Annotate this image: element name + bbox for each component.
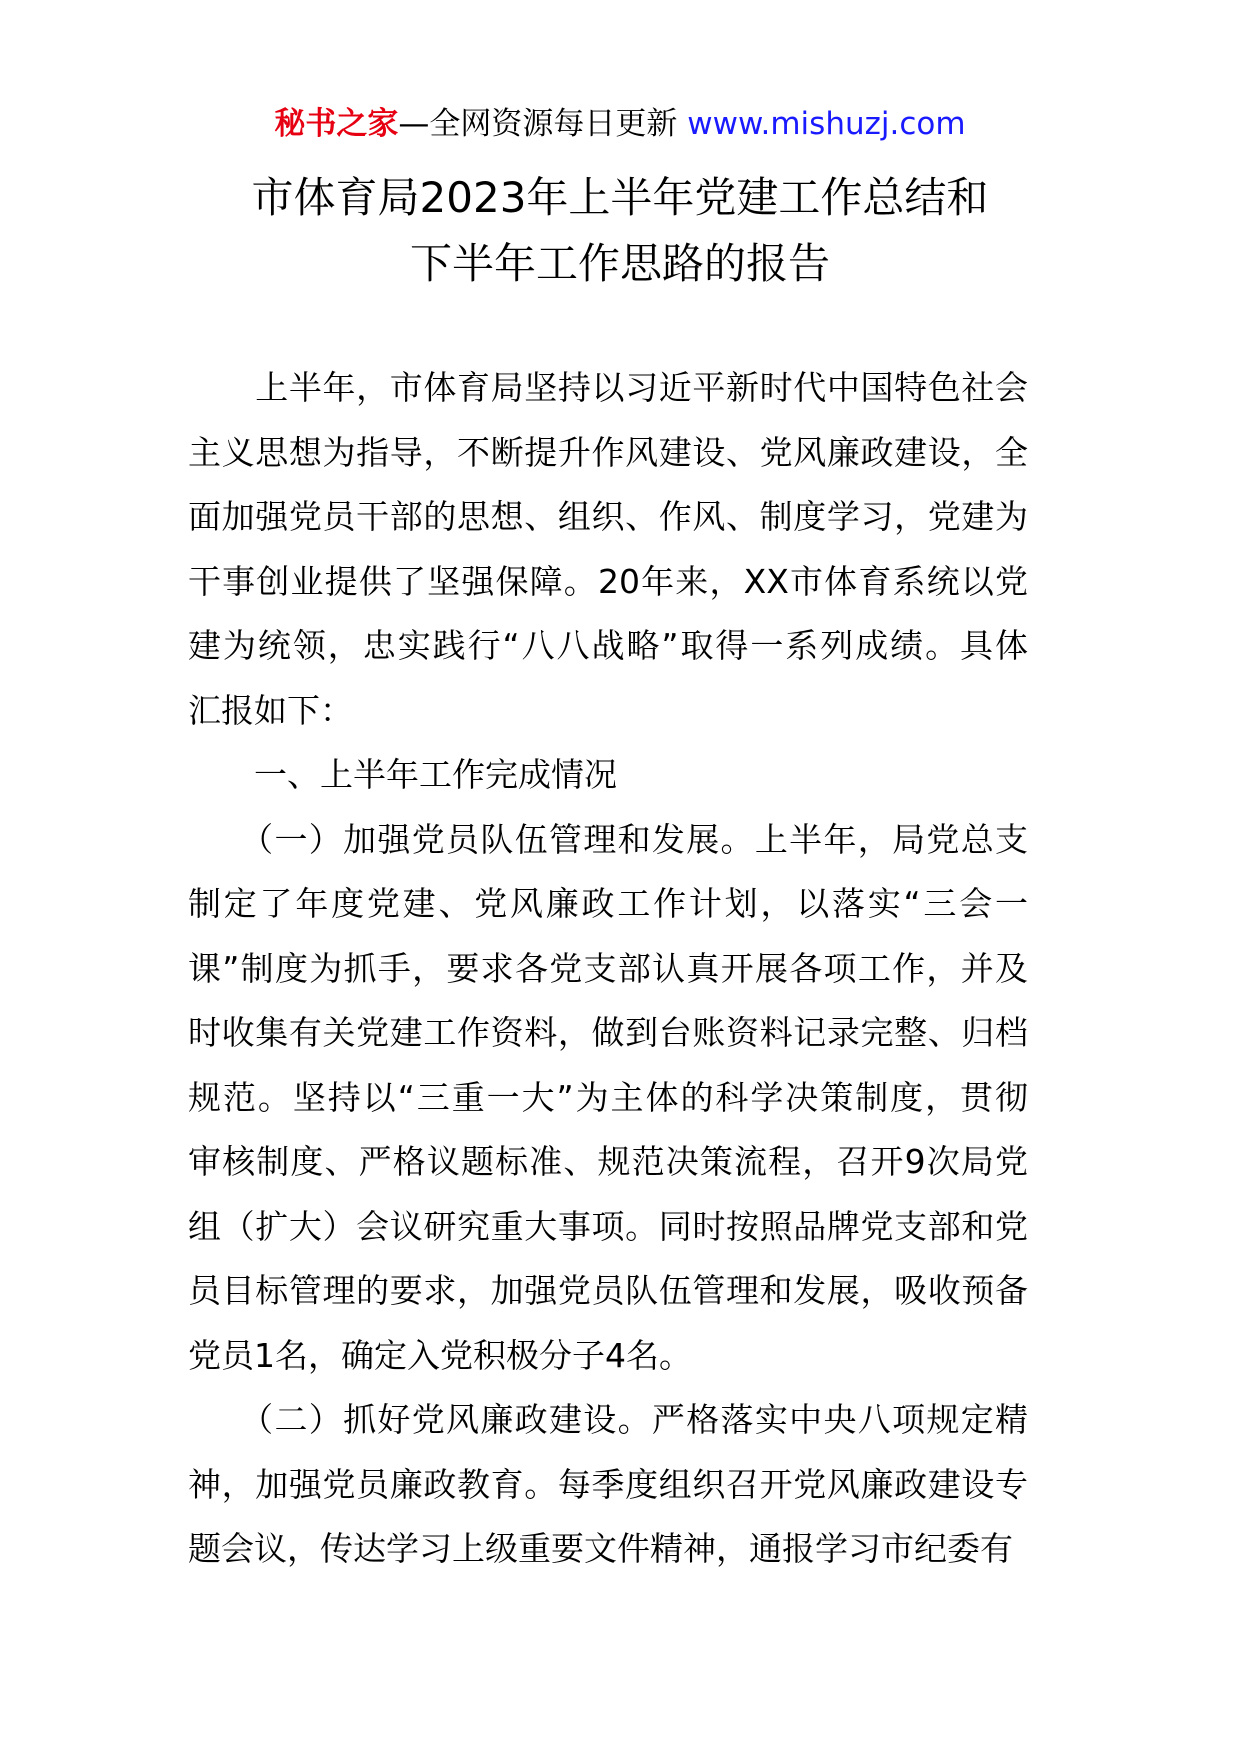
- body-text-line: 题会议，传达学习上级重要文件精神，通报学习市纪委有: [188, 1529, 1013, 1568]
- body-text-line: 规范。坚持以“三重一大”为主体的科学决策制度，贯彻: [188, 1077, 1028, 1117]
- body-text-line: 上半年，市体育局坚持以习近平新时代中国特色社会: [188, 368, 1028, 407]
- body-text-line: 审核制度、严格议题标准、规范决策流程，召开9次局党: [188, 1142, 1028, 1181]
- body-text-line: 组（扩大）会议研究重大事项。同时按照品牌党支部和党: [188, 1206, 1028, 1246]
- header-tagline: —全网资源每日更新: [398, 106, 678, 142]
- body-text-line: 干事创业提供了坚强保障。20年来，XX市体育系统以党: [188, 561, 1028, 601]
- body-text-line: 面加强党员干部的思想、组织、作风、制度学习，党建为: [188, 497, 1028, 536]
- body-text-line: 主义思想为指导，不断提升作风建设、党风廉政建设，全: [188, 432, 1028, 472]
- body-text-line: 一、上半年工作完成情况: [188, 755, 617, 794]
- site-url-link[interactable]: www.mishuzj.com: [687, 106, 966, 142]
- body-text-line: （一）加强党员队伍管理和发展。上半年，局党总支: [188, 819, 1028, 859]
- body-text-line: 课”制度为抓手，要求各党支部认真开展各项工作，并及: [188, 948, 1028, 988]
- site-header: [0, 102, 1240, 146]
- body-text-line: 汇报如下：: [188, 690, 353, 730]
- body-text-line: 神，加强党员廉政教育。每季度组织召开党风廉政建设专: [188, 1464, 1028, 1504]
- title-line-1: 市体育局2023年上半年党建工作总结和: [251, 173, 989, 222]
- title-line-2: 下半年工作思路的报告: [409, 239, 830, 288]
- document-body: [188, 356, 1028, 1582]
- document-title: [0, 165, 1240, 297]
- body-text-line: 时收集有关党建工作资料，做到台账资料记录完整、归档: [188, 1013, 1028, 1052]
- body-text-line: （二）抓好党风廉政建设。严格落实中央八项规定精: [188, 1400, 1028, 1439]
- body-text-line: 员目标管理的要求，加强党员队伍管理和发展，吸收预备: [188, 1271, 1028, 1310]
- brand-name: 秘书之家: [274, 106, 399, 142]
- body-text-line: 建为统领，忠实践行“八八战略”取得一系列成绩。具体: [188, 626, 1028, 665]
- body-text-line: 制定了年度党建、党风廉政工作计划，以落实“三会一: [188, 884, 1028, 923]
- body-text-line: 党员1名，确定入党积极分子4名。: [188, 1335, 692, 1375]
